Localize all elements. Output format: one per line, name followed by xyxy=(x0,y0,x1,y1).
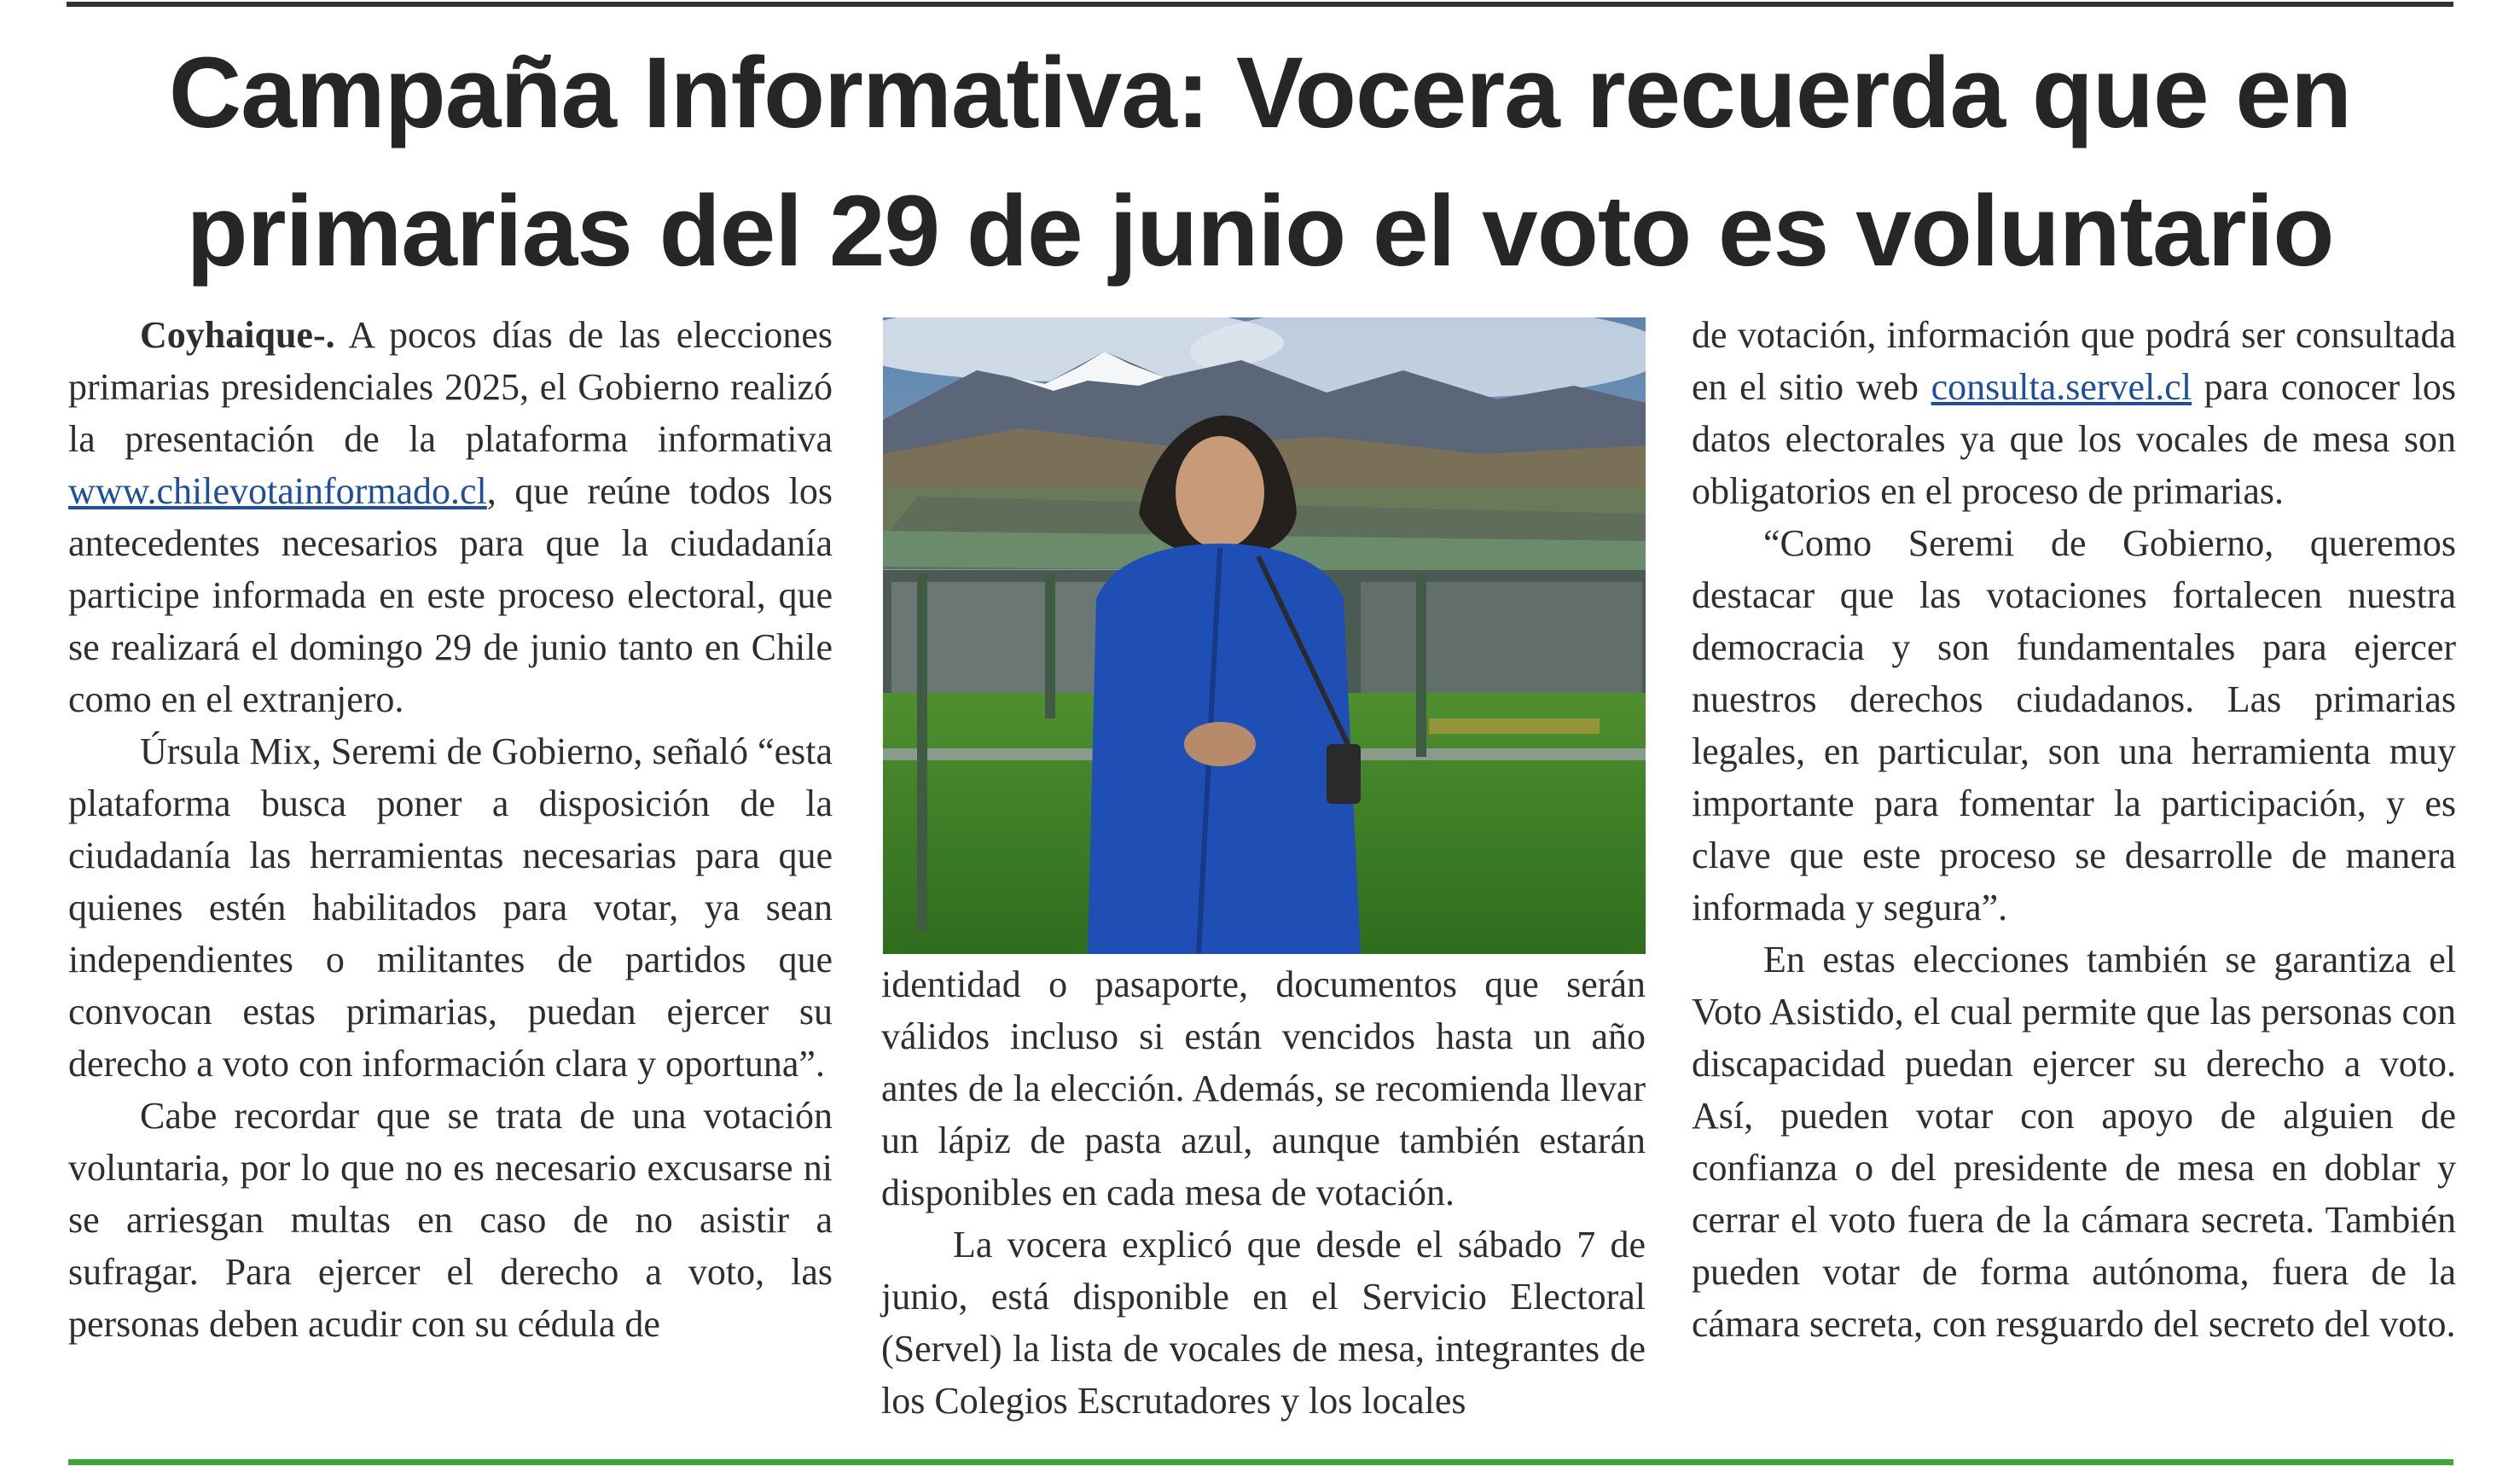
paragraph-3: Cabe recordar que se trata de una votación voluntaria, por lo que no es necesario excusarse ni se arriesgan multas en caso de no asistir a sufragar. Para ejercer el derecho a voto, las personas deben acudir con su cédula de xyxy=(68,1095,833,1345)
headline-lead: Campaña Informativa: xyxy=(168,37,1210,149)
website-link-chilevotainformado[interactable]: www.chilevotainformado.cl xyxy=(68,470,487,512)
paragraph-5: La vocera explicó que desde el sábado 7 de junio, está disponible en el Servicio Electoral (Servel) la lista de vocales de mesa, integrantes de los Colegios Escrutadores y los locales xyxy=(881,1224,1646,1422)
headline-rest: Vocera recuerda que en primarias del 29 de junio el voto es voluntario xyxy=(186,37,2352,288)
paragraph-6 xyxy=(1692,309,2456,517)
column-3 xyxy=(1692,309,2456,1350)
paragraph-4: identidad o pasaporte, documentos que serán válidos incluso si están vencidos hasta un año antes de la elección. Además, se recomienda llevar un lápiz de pasta azul, aunque también estarán disponibles en cada mesa de votación. xyxy=(881,963,1646,1213)
article-headline xyxy=(51,24,2469,300)
paragraph-7: “Como Seremi de Gobierno, queremos destacar que las votaciones fortalecen nuestra democracia y son fundamentales para ejercer nuestros derechos ciudadanos. Las primarias legales, en particular, son una herramienta muy importante para fomentar la participación, y es clave que este proceso se desarrolle de manera informada y segura”. xyxy=(1692,522,2456,928)
column-1 xyxy=(68,309,833,1350)
paragraph-1-text-a: A pocos días de las elecciones primarias presidenciales 2025, el Gobierno realizó la presentación de la plataforma informativa xyxy=(68,314,833,460)
photo-woman-in-blue-coat xyxy=(883,317,1646,954)
top-rule xyxy=(67,2,2453,7)
paragraph-6-text-a: de votación, información que podrá ser consultada en el sitio web xyxy=(1692,314,2456,408)
article-photo xyxy=(883,317,1646,954)
column-2 xyxy=(881,958,1646,1427)
paragraph-1 xyxy=(68,309,833,725)
paragraph-8: En estas elecciones también se garantiza el Voto Asistido, el cual permite que las personas con discapacidad puedan ejercer su derecho a voto. Así, pueden votar con apoyo de alguien de confianza o del presidente de mesa en doblar y cerrar el voto fuera de la cámara secreta. También pueden votar de forma autónoma, fuera de la cámara secreta, con resguardo del secreto del voto. xyxy=(1692,939,2456,1345)
paragraph-6-text-b: para conocer los datos electorales ya que los vocales de mesa son obligatorios en el proceso de primarias. xyxy=(1692,366,2457,512)
bottom-rule xyxy=(68,1459,2453,1465)
paragraph-2: Úrsula Mix, Seremi de Gobierno, señaló “esta plataforma busca poner a disposición de la ciudadanía las herramientas necesarias para que quienes estén habilitados para votar, ya sean independientes o militantes de partidos que convocan estas primarias, puedan ejercer su derecho a voto con información clara y oportuna”. xyxy=(68,730,833,1085)
paragraph-1-text-b: , que reúne todos los antecedentes necesarios para que la ciudadanía participe informada en este proceso electoral, que se realizará el domingo 29 de junio tanto en Chile como en el extranjero. xyxy=(68,470,833,720)
website-link-servel[interactable]: consulta.servel.cl xyxy=(1931,366,2192,408)
dateline: Coyhaique-. xyxy=(140,314,335,356)
